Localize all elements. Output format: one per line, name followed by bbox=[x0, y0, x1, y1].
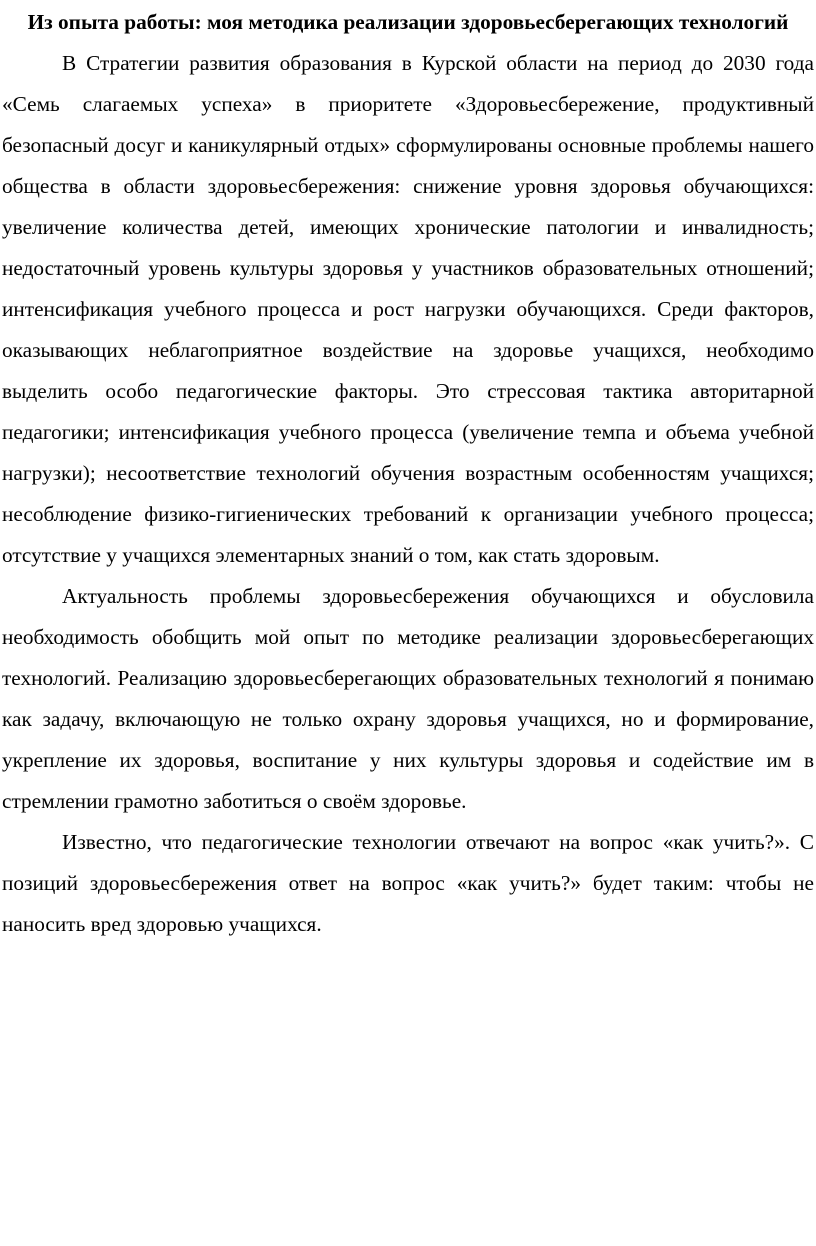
paragraph-how-to-teach: Известно, что педагогические технологии отвечают на вопрос «как учить?». С позиций здоровьесбережения ответ на вопрос «как учить?» будет таким: чтобы не наносить вред здоровью учащихся. bbox=[2, 830, 814, 936]
document-title: Из опыта работы: моя методика реализации здоровьесберегающих технологий bbox=[27, 10, 789, 34]
paragraph-strategy: В Стратегии развития образования в Курской области на период до 2030 года «Семь слагаемых успеха» в приоритете «Здоровьесбережение, продуктивный безопасный досуг и каникулярный отдых» сформулированы основные проблемы нашего общества в области здоровьесбережения: снижение уровня здоровья обучающихся: увеличение количества детей, имеющих хронические патологии и инвалидность; недостаточный уровень культуры здоровья у участников образовательных отношений; интенсификация учебного процесса и рост нагрузки обучающихся. Среди факторов, оказывающих неблагоприятное воздействие на здоровье учащихся, необходимо выделить особо педагогические факторы. Это стрессовая тактика авторитарной педагогики; интенсификация учебного процесса (увеличение темпа и объема учебной нагрузки); несоответствие технологий обучения возрастным особенностям учащихся; несоблюдение физико-гигиенических требований к организации учебного процесса; отсутствие у учащихся элементарных знаний о том, как стать здоровым. bbox=[2, 51, 814, 567]
paragraph-relevance: Актуальность проблемы здоровьесбережения обучающихся и обусловила необходимость обобщить мой опыт по методике реализации здоровьесберегающих технологий. Реализацию здоровьесберегающих образовательных технологий я понимаю как задачу, включающую не только охрану здоровья учащихся, но и формирование, укрепление их здоровья, воспитание у них культуры здоровья и содействие им в стремлении грамотно заботиться о своём здоровье. bbox=[2, 584, 814, 813]
